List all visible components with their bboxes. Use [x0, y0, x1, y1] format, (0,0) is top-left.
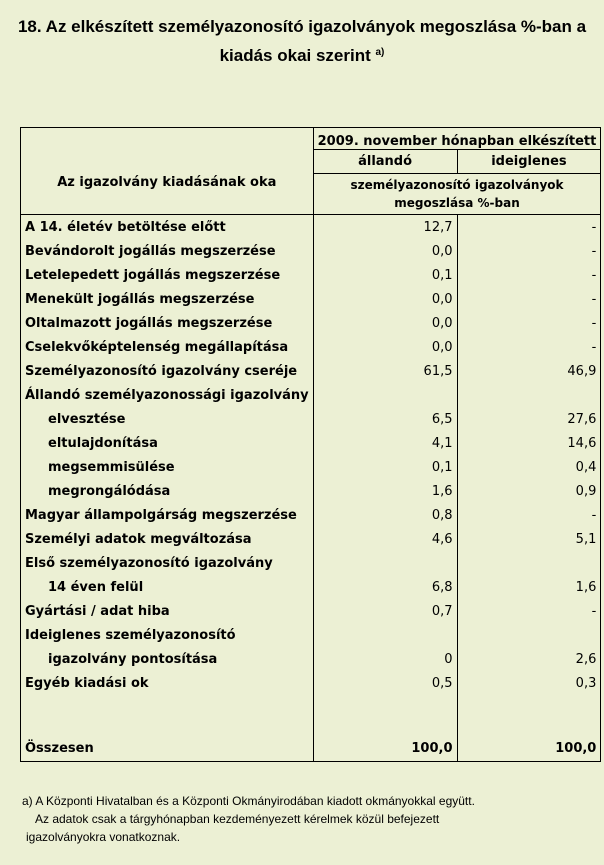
row-value-temporary: [457, 623, 601, 647]
row-value-permanent: 0,8: [313, 503, 457, 527]
row-value-temporary: 1,6: [457, 575, 601, 599]
table-row: [21, 575, 601, 599]
row-value-temporary: [457, 383, 601, 407]
row-value-temporary: -: [457, 335, 601, 359]
row-value-permanent: 6,8: [313, 575, 457, 599]
title-line-2: [0, 40, 604, 69]
table-row: [21, 503, 601, 527]
row-value-permanent: 0,5: [313, 671, 457, 695]
header-unit-line-1: személyazonosító igazolványok: [350, 178, 564, 192]
row-value-permanent: 0,1: [313, 263, 457, 287]
title-line-1: 18. Az elkészített személyazonosító igazolványok megoszlása %-ban a: [17, 17, 587, 36]
row-label: Első személyazonosító igazolvány: [21, 551, 314, 575]
header-temporary: ideiglenes: [457, 150, 601, 174]
row-label: Magyar állampolgárság megszerzése: [21, 503, 314, 527]
row-value-temporary: 0,9: [457, 479, 601, 503]
row-value-permanent: [313, 551, 457, 575]
row-label: Állandó személyazonossági igazolvány: [21, 383, 314, 407]
total-row: [21, 736, 601, 762]
row-value-temporary: -: [457, 287, 601, 311]
row-value-temporary: 14,6: [457, 431, 601, 455]
table-row: [21, 479, 601, 503]
row-value-temporary: -: [457, 263, 601, 287]
row-value-permanent: [313, 383, 457, 407]
row-value-temporary: 0,3: [457, 671, 601, 695]
row-value-temporary: [457, 551, 601, 575]
title-line-2-text: kiadás okai szerint: [219, 46, 371, 65]
table-row: [21, 527, 601, 551]
table-row: [21, 359, 601, 383]
row-label: A 14. életév betöltése előtt: [21, 215, 314, 240]
row-label: megsemmisülése: [21, 455, 314, 479]
row-label: Ideiglenes személyazonosító: [21, 623, 314, 647]
table-row: [21, 263, 601, 287]
table-row: [21, 383, 601, 407]
row-value-permanent: 61,5: [313, 359, 457, 383]
row-value-temporary: 2,6: [457, 647, 601, 671]
total-temporary: 100,0: [457, 736, 601, 762]
row-label: eltulajdonítása: [21, 431, 314, 455]
page-title: [0, 14, 604, 69]
row-value-permanent: 0,0: [313, 239, 457, 263]
table-row: [21, 671, 601, 695]
header-period: 2009. november hónapban elkészített: [313, 128, 601, 150]
footnote-line-2: Az adatok csak a tárgyhónapban kezdeményezett kérelmek közül befejezett: [35, 812, 440, 826]
spacer-cell: [313, 695, 457, 736]
row-value-permanent: 0,7: [313, 599, 457, 623]
row-value-permanent: [313, 623, 457, 647]
total-permanent: 100,0: [313, 736, 457, 762]
row-label: Cselekvőképtelenség megállapítása: [21, 335, 314, 359]
row-label: Gyártási / adat hiba: [21, 599, 314, 623]
row-label: Személyi adatok megváltozása: [21, 527, 314, 551]
table-row: [21, 407, 601, 431]
row-label: Egyéb kiadási ok: [21, 671, 314, 695]
header-reason: Az igazolvány kiadásának oka: [21, 128, 314, 215]
header-permanent: állandó: [313, 150, 457, 174]
row-label: 14 éven felül: [21, 575, 314, 599]
footnote-line-1: a) A Központi Hivatalban és a Központi Okmányirodában kiadott okmányokkal együtt.: [22, 794, 475, 808]
table-row: [21, 455, 601, 479]
table-row: [21, 599, 601, 623]
table-body: [21, 128, 601, 762]
row-value-temporary: -: [457, 599, 601, 623]
row-value-temporary: 46,9: [457, 359, 601, 383]
row-value-permanent: 4,6: [313, 527, 457, 551]
row-value-permanent: 0: [313, 647, 457, 671]
row-label: Bevándorolt jogállás megszerzése: [21, 239, 314, 263]
row-value-temporary: 5,1: [457, 527, 601, 551]
header-unit-line-2: megoszlása %-ban: [394, 196, 520, 210]
row-label: igazolvány pontosítása: [21, 647, 314, 671]
row-label: Személyazonosító igazolvány cseréje: [21, 359, 314, 383]
row-value-temporary: -: [457, 311, 601, 335]
table-row: [21, 287, 601, 311]
table-row: [21, 551, 601, 575]
title-footnote-marker: a): [375, 47, 385, 58]
row-value-permanent: 4,1: [313, 431, 457, 455]
data-table: [20, 127, 601, 762]
row-label: elvesztése: [21, 407, 314, 431]
row-value-temporary: 27,6: [457, 407, 601, 431]
table-row: [21, 335, 601, 359]
spacer-row: [21, 695, 601, 736]
row-value-temporary: -: [457, 215, 601, 240]
row-value-permanent: 1,6: [313, 479, 457, 503]
table-row: [21, 623, 601, 647]
row-value-temporary: -: [457, 503, 601, 527]
spacer-cell: [457, 695, 601, 736]
row-value-permanent: 12,7: [313, 215, 457, 240]
total-label: Összesen: [21, 736, 314, 762]
row-label: megrongálódása: [21, 479, 314, 503]
row-value-temporary: -: [457, 239, 601, 263]
header-unit: [313, 174, 601, 215]
row-label: Menekült jogállás megszerzése: [21, 287, 314, 311]
table-row: [21, 647, 601, 671]
row-value-permanent: 0,0: [313, 287, 457, 311]
table-row: [21, 215, 601, 240]
table-row: [21, 431, 601, 455]
row-value-permanent: 6,5: [313, 407, 457, 431]
spacer-cell: [21, 695, 314, 736]
row-value-permanent: 0,0: [313, 311, 457, 335]
footnote-line-3: igazolványokra vonatkoznak.: [26, 830, 181, 844]
table-row: [21, 239, 601, 263]
row-value-permanent: 0,1: [313, 455, 457, 479]
row-value-temporary: 0,4: [457, 455, 601, 479]
row-value-permanent: 0,0: [313, 335, 457, 359]
row-label: Letelepedett jogállás megszerzése: [21, 263, 314, 287]
footnote: [22, 792, 475, 846]
table-row: [21, 311, 601, 335]
row-label: Oltalmazott jogállás megszerzése: [21, 311, 314, 335]
